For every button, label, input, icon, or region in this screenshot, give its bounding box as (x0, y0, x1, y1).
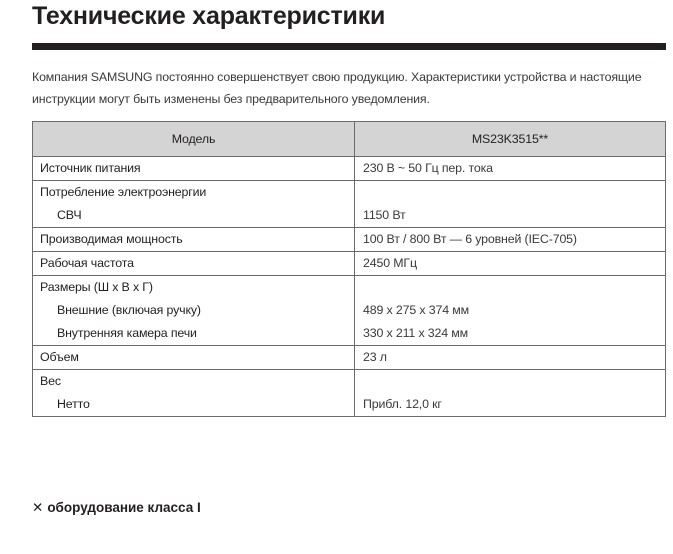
spec-name-cell (33, 276, 355, 346)
spec-name: Вес (40, 374, 61, 388)
spec-name: Рабочая частота (40, 256, 134, 270)
intro-line: инструкции могут быть изменены без предварительного уведомления. (32, 92, 430, 106)
spec-value-cell (355, 157, 666, 181)
spec-value: 1150 Вт (363, 208, 406, 222)
spec-value-cell (355, 228, 666, 252)
spec-value (355, 370, 665, 393)
spec-value-cell (355, 181, 666, 228)
spec-value: Прибл. 12,0 кг (363, 397, 442, 411)
spec-value: 230 В ~ 50 Гц пер. тока (363, 161, 493, 175)
spec-name: Размеры (Ш x В x Г) (40, 280, 153, 294)
spec-name: Источник питания (40, 161, 141, 175)
spec-value: 2450 МГц (363, 256, 417, 270)
spec-name-cell (33, 157, 355, 181)
spec-value-cell (355, 370, 666, 417)
table-row (33, 346, 666, 370)
spec-value (355, 181, 665, 204)
spec-subname: Внешние (включая ручку) (57, 303, 201, 317)
spec-value: 489 x 275 x 374 мм (363, 303, 469, 317)
spec-name-cell (33, 252, 355, 276)
spec-value-cell (355, 252, 666, 276)
table-row (33, 181, 666, 228)
spec-value (355, 276, 665, 299)
spec-value-cell (355, 276, 666, 346)
spec-name: Объем (40, 350, 79, 364)
spec-name-cell (33, 181, 355, 228)
table-row (33, 370, 666, 417)
footnote (32, 500, 201, 516)
table-row (33, 276, 666, 346)
intro-paragraph (32, 66, 666, 110)
table-row (33, 252, 666, 276)
table-row (33, 228, 666, 252)
specifications-table (32, 121, 666, 417)
intro-line: Компания SAMSUNG постоянно совершенствует свою продукцию. Характеристики устройства и настоящие (32, 70, 642, 84)
multiply-mark-icon: ✕ (32, 500, 44, 515)
spec-subname: Нетто (57, 397, 90, 411)
spec-subname: СВЧ (57, 208, 82, 222)
table-header-row (33, 122, 666, 157)
table-body (33, 157, 666, 417)
spec-value: 330 x 211 x 324 мм (363, 326, 469, 340)
spec-name: Потребление электроэнергии (40, 185, 207, 199)
spec-subname: Внутренняя камера печи (57, 326, 197, 340)
spec-name-cell (33, 346, 355, 370)
spec-name: Производимая мощность (40, 232, 183, 246)
table-row (33, 157, 666, 181)
header-model-value: MS23K3515** (355, 122, 666, 157)
spec-value: 23 л (363, 350, 387, 364)
spec-name-cell (33, 370, 355, 417)
page-title: Технические характеристики (32, 2, 386, 30)
spec-value-cell (355, 346, 666, 370)
footnote-text: оборудование класса I (47, 500, 201, 515)
spec-name-cell (33, 228, 355, 252)
title-divider (32, 43, 666, 50)
spec-value: 100 Вт / 800 Вт — 6 уровней (IEC-705) (363, 232, 577, 246)
header-model-label: Модель (33, 122, 355, 157)
